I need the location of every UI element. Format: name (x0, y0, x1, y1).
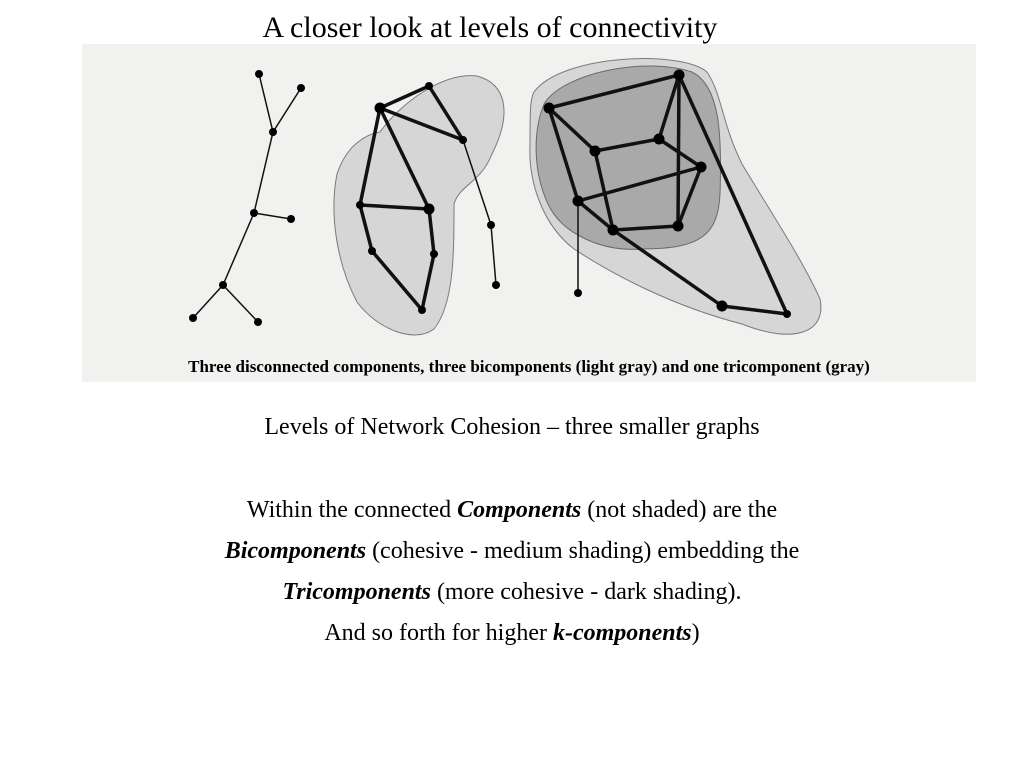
network-node (255, 70, 263, 78)
network-edge (223, 213, 254, 285)
network-node (717, 301, 728, 312)
network-diagram (82, 44, 976, 382)
network-node (269, 128, 277, 136)
network-node (492, 281, 500, 289)
network-node (608, 225, 619, 236)
term-bicomponents: Bicomponents (224, 538, 367, 564)
network-edge (273, 88, 301, 132)
term-tricomponents: Tricomponents (282, 579, 431, 605)
slide-subtitle: Levels of Network Cohesion – three smaller graphs (264, 414, 760, 440)
network-edge (259, 74, 273, 132)
network-node (674, 70, 685, 81)
slide-title: A closer look at levels of connectivity (262, 11, 718, 44)
term-components: Components (457, 497, 582, 523)
network-node (418, 306, 426, 314)
body-line-1-before: Within the connected (246, 497, 458, 523)
network-node (189, 314, 197, 322)
network-edge (254, 213, 291, 219)
body-line-1-after: (not shaded) are the (581, 497, 778, 523)
network-node (368, 247, 376, 255)
body-line-3-after: (more cohesive - dark shading). (430, 579, 742, 605)
network-node (425, 82, 433, 90)
network-node (297, 84, 305, 92)
body-line-1 (0, 490, 1024, 531)
network-node (696, 162, 707, 173)
body-line-2-after: (cohesive - medium shading) embedding the (366, 538, 800, 564)
network-node (254, 318, 262, 326)
network-node (654, 134, 665, 145)
network-node (430, 250, 438, 258)
body-line-4-before: And so forth for higher (324, 620, 553, 646)
network-node (459, 136, 467, 144)
network-node (544, 103, 555, 114)
network-node (356, 201, 364, 209)
network-node (424, 204, 435, 215)
network-node (287, 215, 295, 223)
network-edge (491, 225, 496, 285)
body-line-4 (0, 613, 1024, 654)
network-edge (193, 285, 223, 318)
network-node (487, 221, 495, 229)
body-line-4-after: ) (691, 620, 700, 646)
body-text (0, 490, 1024, 654)
body-line-3 (0, 572, 1024, 613)
network-edge (254, 132, 273, 213)
network-node (250, 209, 258, 217)
network-figure (82, 44, 976, 382)
network-node (375, 103, 386, 114)
network-node (590, 146, 601, 157)
body-line-2 (0, 531, 1024, 572)
network-node (574, 289, 582, 297)
term-k-components: k-components (552, 620, 692, 646)
network-node (783, 310, 791, 318)
network-edge (223, 285, 258, 322)
network-node (219, 281, 227, 289)
network-node (573, 196, 584, 207)
network-node (673, 221, 684, 232)
figure-caption: Three disconnected components, three bicomponents (light gray) and one tricomponent (gray) (188, 357, 870, 376)
